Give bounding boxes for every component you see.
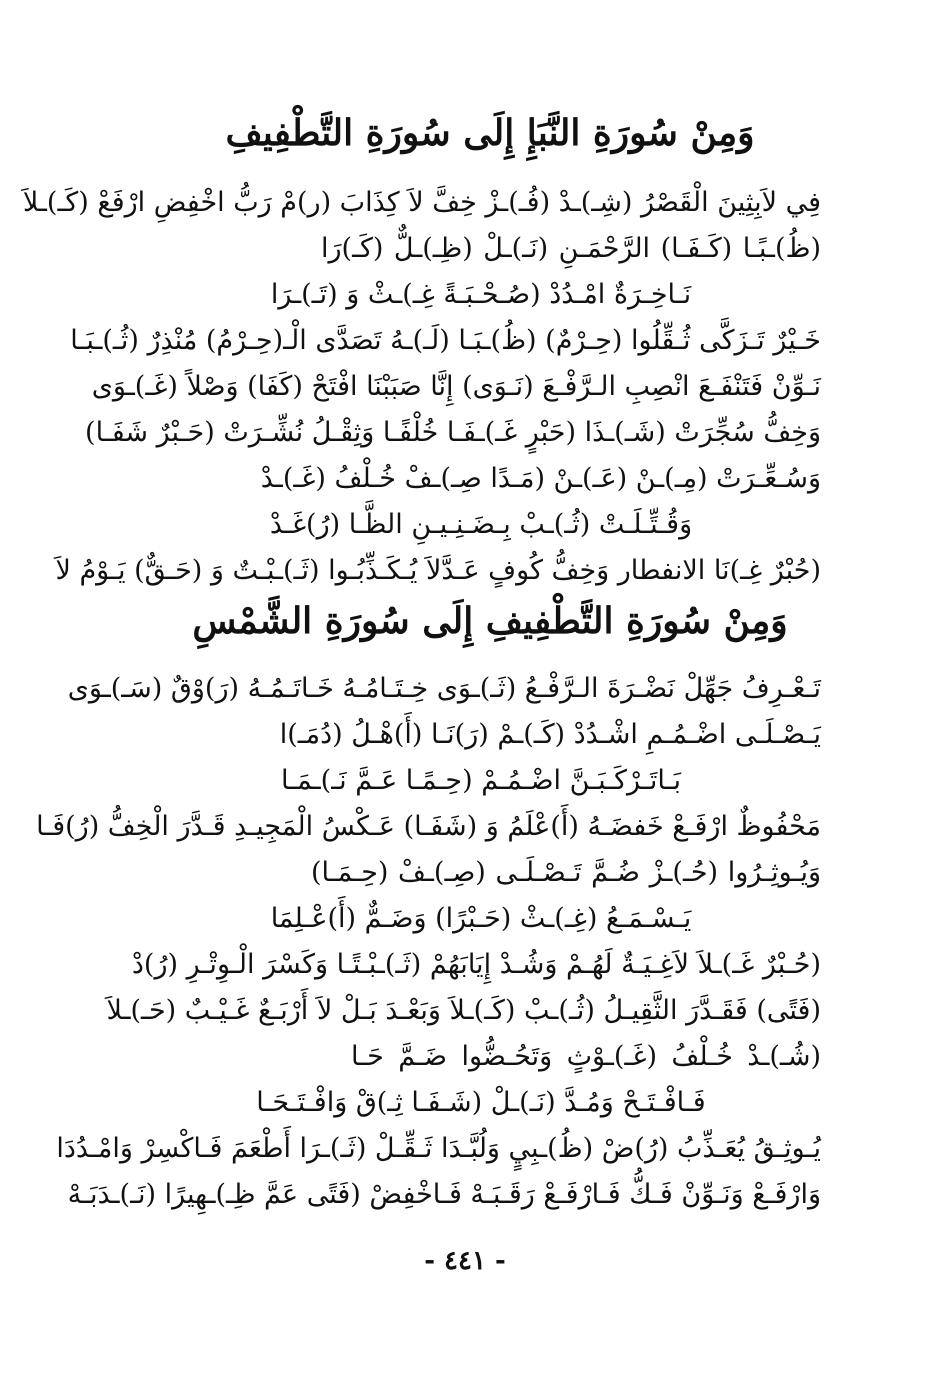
poem-line: وَيُـوثِـرُوا (حُـ)ـزْ ضُـمَّ تَـصْـلَـى (صِـ)ـفْ (حِـمَـا) <box>311 857 821 888</box>
section-heading-1: وَمِنْ سُورَةِ النَّبَإِ إِلَى سُورَةِ التَّطْفِيفِ <box>225 112 755 154</box>
poem-line: بَـاتَـرْكَـبَـنَّ اضْـمُـمْ (حِـمًـا عَـمَّ نَـ)ـمَـا <box>281 765 681 796</box>
poem-line: خَـيْرٌ تَـزَكَّى ثُـقِّلُوا (حِـرْمٌ) (ظُ)ـبَـا (لَـ)ـهُ تَصَدَّى الْـ(حِـرْمُ) مُنْذِرٌ (ثُـ)ـبَـا <box>70 325 821 356</box>
poem-line: وَقُـتِّـلَـتْ (ثُـ)ـبْ بِـضَـنِـيـنِ الظَّـا (رُ)غَـدْ <box>269 509 693 540</box>
poem-line: (حُـبْرٌ غَـ)ـلاَ لاَغِـيَـةٌ لَهُـمْ وَشُـدْ إِيَابَهُمْ (ثَـ)ـبْـتًـا وَكَسْرَ الْـوِتْـرِ (رُ)دْ <box>131 949 821 980</box>
poem-line: يُـوثِـقُ يُعَـذِّبُ (رُ)ضْ (ظُ)ـبِيٍ وَلُبَّـدَا ثَـقِّـلْ (ثَـ)ـرَا أَطْعَمَ فَـاكْسِرْ وَامْـدُدَا <box>56 1133 821 1164</box>
page-number: - ٤٤١ - <box>424 1246 506 1276</box>
poem-line: وَسُـعِّـرَتْ (مِـ)ـنْ (عَـ)ـنْ (مَـدًا صِـ)ـفْ خُـلْفُ (غَـ)ـدْ <box>260 463 821 494</box>
poem-line: يَـصْـلَـى اضْـمُـمِ اشْـدُدْ (كَـ)ـمْ (رَ)نَـا (أَ)هْـلُ (دُمَـ)ا <box>279 719 821 750</box>
poem-line: وَخِفُّ سُجِّرَتْ (شَـ)ـذَا (حَبْرٍ غَـ)ـفَـا خُلْفًـا وَثِقْـلُ نُشِّـرَتْ (حَـبْرٌ شَفَـا) <box>85 417 821 448</box>
poem-line: نَـاخِـرَةٌ امْـدُدْ (صُـحْـبَـةً غِـ)ـثْ وَ (تَـ)ـرَا <box>270 279 692 310</box>
poem-line: يَـسْـمَـعُ (غِـ)ـثْ (حَـبْرًا) وَضَـمٌّ (أَ)عْـلِمَا <box>270 903 692 934</box>
poem-line: نَـوِّنْ فَتَنْفَـعَ انْصِبِ الـرَّفْـعَ (نَـوَى) إِنَّا صَبَبْنَا افْتَحْ (كَفَا) وَصْلاً (غَـ)ـوَى <box>91 371 821 402</box>
poem-line: (حُبْرٌ غِـ)نَا الانفطار وَخِفُّ كُوفٍ عَـدَّلاَ يُـكَـذِّبُـوا (ثَـ)ـبْـتٌ وَ (حَـقٌّ) يَـوْمُ لاَ <box>55 555 821 586</box>
poem-line: فَـافْـتَـحْ وَمُـدَّ (نَـ)ـلْ (شَـفَـا ثِـ)قْ وَافْـتَـحَـا <box>256 1087 706 1118</box>
poem-line: تَـعْـرِفُ جَهِّلْ نَضْـرَةَ الـرَّفْـعُ (ثَـ)ـوَى خِـتَـامُـهُ خَـاتَـمُـهُ (رَ)وْقٌ (سَـ)ـوَى <box>67 673 821 704</box>
poem-line: فِي لاَبِثِينَ الْقَصْرُ (شِـ)ـدْ (فُـ)ـزْ خِفَّ لاَ كِذَابَ (ر)مْ رَبُّ اخْفِضِ ارْفَعْ (كَـ)ـلاَ <box>22 187 821 218</box>
section-heading-2: وَمِنْ سُورَةِ التَّطْفِيفِ إِلَى سُورَةِ الشَّمْسِ <box>192 600 788 642</box>
poem-line: مَحْفُوظٌ ارْفَـعْ خَفضَـهُ (أَ)عْلَمُ وَ (شَفَـا) عَـكْسُ الْمَجِيـدِ قَـدَّرَ الْخِفُّ (رُ)فَـا <box>36 811 821 842</box>
poem-line: وَارْفَـعْ وَنَـوِّنْ فَـكُّ فَـارْفَـعْ رَقَـبَـهْ فَـاخْفِضْ (فَتًى عَمَّ ظِـ)ـهِيرًا (نَـ)ـدَبَـهْ <box>67 1179 821 1210</box>
poem-line: (فَتًى) فَقَـدَّرَ الثَّقِيـلُ (ثُـ)ـبْ (كَـ)ـلاَ وَبَعْـدَ بَـلْ لاَ أَرْبَـعٌ غَـيْـبٌ (حَـ)ـلاَ <box>106 995 821 1026</box>
poem-line: (شُـ)ـدْ خُـلْفُ (غَـ)ـوْثٍ وَتَحُـضُّوا ضَـمَّ حَـا <box>351 1041 821 1072</box>
poem-line: (ظُ)ـبًـا (كَـفَـا) الرَّحْمَـنِ (نَـ)ـلْ (ظِـ)ـلٌّ (كَـ)رَا <box>321 233 821 264</box>
